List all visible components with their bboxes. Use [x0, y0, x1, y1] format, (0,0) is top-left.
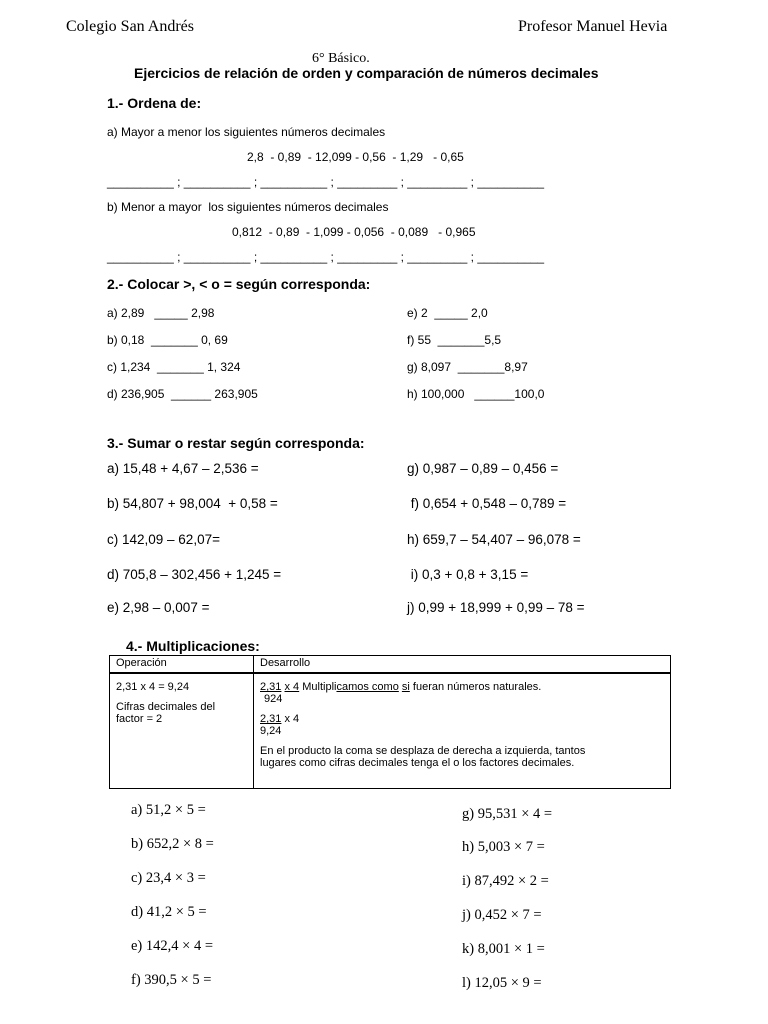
multiplication-item: h) 5,003 × 7 = — [462, 839, 545, 855]
multiplication-item: l) 12,05 × 9 = — [462, 975, 542, 991]
development-cell — [254, 673, 671, 789]
section1-a-blanks: __________ ; __________ ; __________ ; _________ ; _________ ; __________ — [107, 175, 545, 189]
arith-item: b) 54,807 + 98,004 + 0,58 = — [107, 496, 278, 511]
multiplication-item: f) 390,5 × 5 = — [131, 972, 212, 988]
multiplication-item: e) 142,4 × 4 = — [131, 938, 213, 954]
compare-item: f) 55 _______5,5 — [407, 333, 502, 347]
arith-item: e) 2,98 – 0,007 = — [107, 600, 210, 615]
arith-item: d) 705,8 – 302,456 + 1,245 = — [107, 567, 282, 582]
section1-a-numbers: 2,8 - 0,89 - 12,099 - 0,56 - 1,29 - 0,65 — [247, 150, 464, 164]
table-header-development: Desarrollo — [254, 656, 671, 674]
development-explanation-2: lugares como cifras decimales tenga el o los factores decimales. — [260, 757, 575, 769]
multiplication-item: b) 652,2 × 8 = — [131, 836, 214, 852]
section1-heading: 1.- Ordena de: — [107, 95, 202, 111]
compare-item: c) 1,234 _______ 1, 324 — [107, 360, 241, 374]
compare-item: b) 0,18 _______ 0, 69 — [107, 333, 228, 347]
teacher-name: Profesor Manuel Hevia — [518, 18, 668, 35]
multiplication-item: k) 8,001 × 1 = — [462, 941, 545, 957]
compare-item: e) 2 _____ 2,0 — [407, 306, 488, 320]
grade-label: 6° Básico. — [312, 51, 370, 66]
section1-a-label: a) Mayor a menor los siguientes números decimales — [107, 125, 386, 139]
multiplication-item: i) 87,492 × 2 = — [462, 873, 549, 889]
multiplication-item: g) 95,531 × 4 = — [462, 806, 553, 822]
compare-item: a) 2,89 _____ 2,98 — [107, 306, 215, 320]
arith-item: a) 15,48 + 4,67 – 2,536 = — [107, 461, 259, 476]
multiplication-item: c) 23,4 × 3 = — [131, 870, 206, 886]
arith-item: c) 142,09 – 62,07= — [107, 532, 220, 547]
operation-cell — [110, 673, 254, 789]
section1-b-blanks: __________ ; __________ ; __________ ; _________ ; _________ ; __________ — [107, 250, 545, 264]
section1-b-label: b) Menor a mayor los siguientes números decimales — [107, 200, 389, 214]
compare-item: d) 236,905 ______ 263,905 — [107, 387, 258, 401]
compare-item: g) 8,097 _______8,97 — [407, 360, 528, 374]
section1-b-numbers: 0,812 - 0,89 - 1,099 - 0,056 - 0,089 - 0,965 — [232, 225, 476, 239]
development-step-3: 2,31 x 4 — [260, 713, 300, 725]
section3-heading: 3.- Sumar o restar según corresponda: — [107, 435, 365, 451]
development-step-4: 9,24 — [260, 725, 282, 737]
section2-heading: 2.- Colocar >, < o = según corresponda: — [107, 276, 371, 292]
page-title: Ejercicios de relación de orden y comparación de números decimales — [134, 65, 599, 81]
multiplication-example-table — [109, 655, 671, 789]
development-step-1: 2,31 x 4 Multiplicamos como si fueran números naturales. — [260, 681, 542, 693]
compare-item: h) 100,000 ______100,0 — [407, 387, 545, 401]
decimal-count-value: factor = 2 — [116, 713, 163, 725]
development-explanation-1: En el producto la coma se desplaza de derecha a izquierda, tantos — [260, 745, 586, 757]
arith-item: g) 0,987 – 0,89 – 0,456 = — [407, 461, 559, 476]
multiplication-item: a) 51,2 × 5 = — [131, 802, 206, 818]
decimal-count-label: Cifras decimales del — [116, 701, 216, 713]
arith-item: f) 0,654 + 0,548 – 0,789 = — [407, 496, 567, 511]
multiplication-item: j) 0,452 × 7 = — [462, 907, 542, 923]
section4-heading: 4.- Multiplicaciones: — [126, 638, 260, 654]
development-step-2: 924 — [264, 693, 283, 705]
multiplication-item: d) 41,2 × 5 = — [131, 904, 207, 920]
arith-item: j) 0,99 + 18,999 + 0,99 – 78 = — [407, 600, 585, 615]
operation-example: 2,31 x 4 = 9,24 — [116, 681, 190, 693]
arith-item: h) 659,7 – 54,407 – 96,078 = — [407, 532, 581, 547]
arith-item: i) 0,3 + 0,8 + 3,15 = — [407, 567, 529, 582]
table-header-operation: Operación — [110, 656, 254, 674]
school-name: Colegio San Andrés — [66, 18, 194, 35]
